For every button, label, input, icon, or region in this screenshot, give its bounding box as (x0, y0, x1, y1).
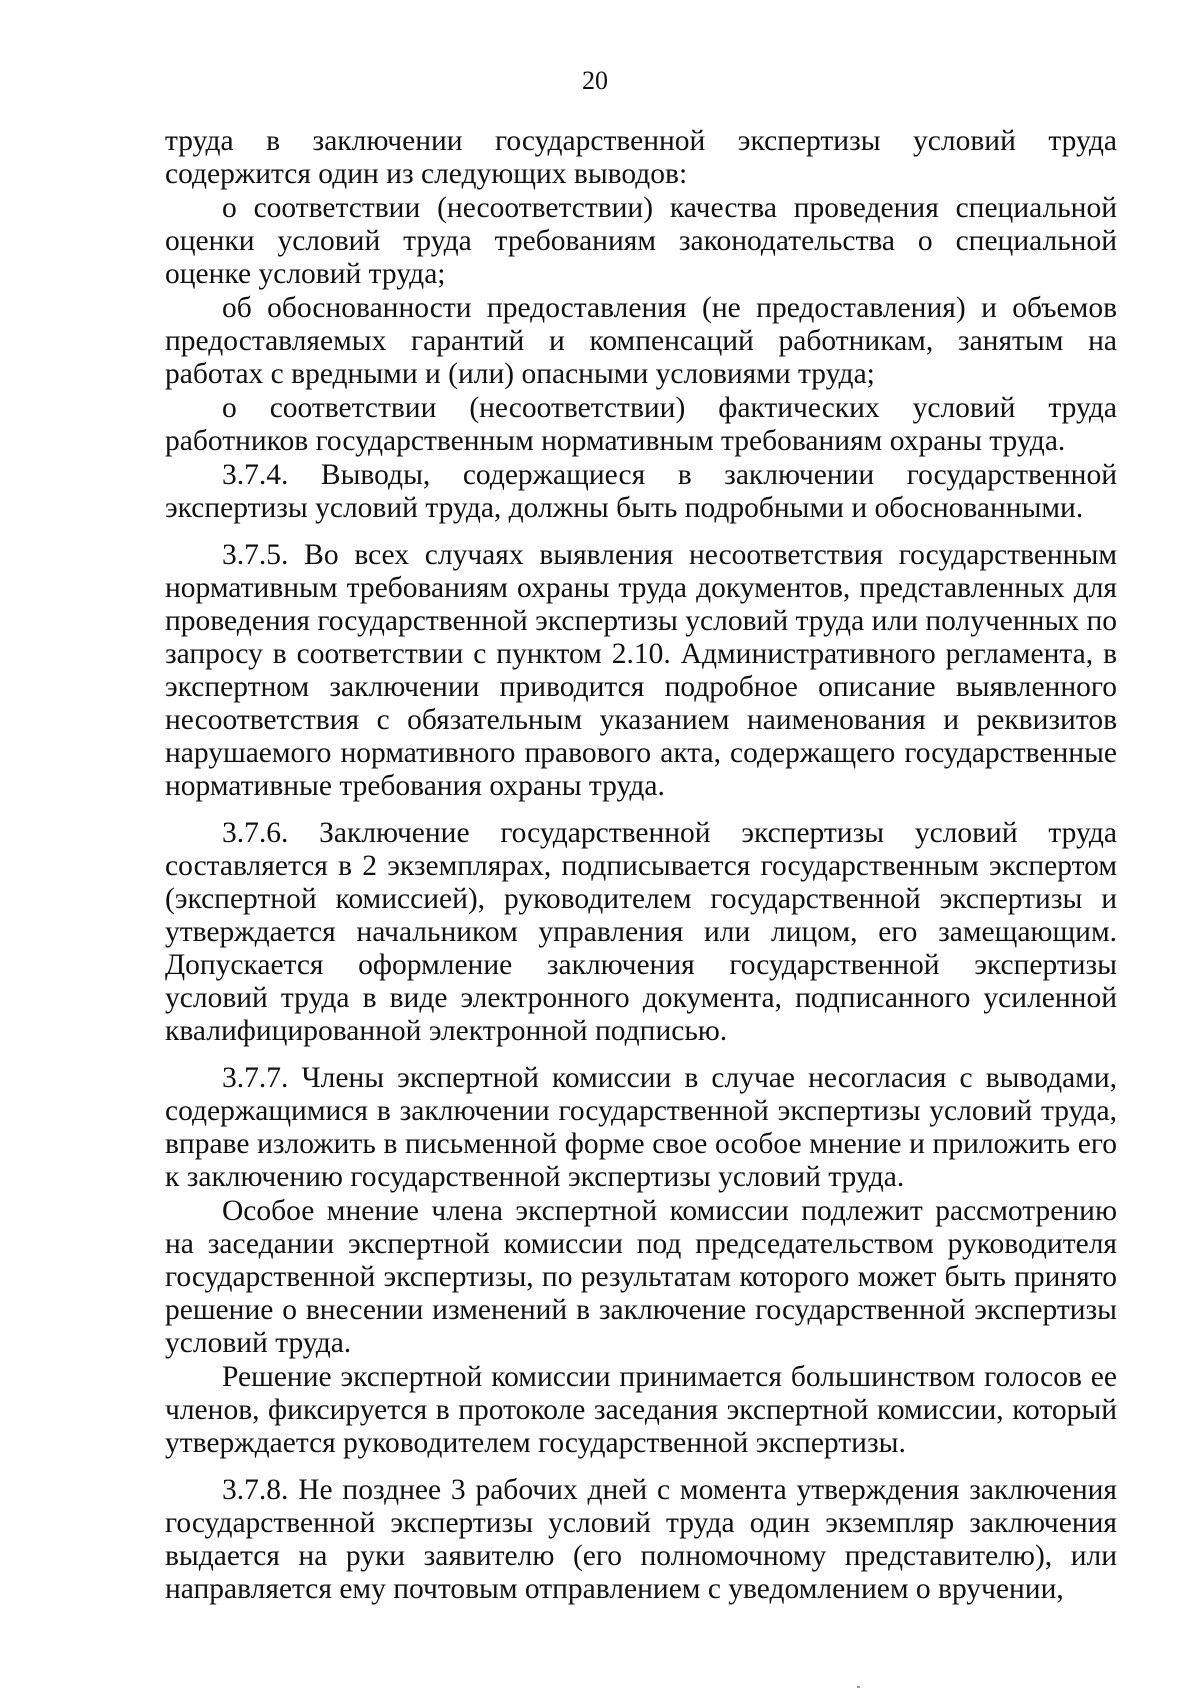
paragraph-3-7-4: 3.7.4. Выводы, содержащиеся в заключении государственной экспертизы условий труда, должны быть подробными и обоснованными. (165, 459, 1117, 524)
paragraph-conclusion-conditions: о соответствии (несоответствии) фактических условий труда работников государственным нормативным требованиям охраны труда. (165, 392, 1117, 457)
paragraph-special-opinion: Особое мнение члена экспертной комиссии подлежит рассмотрению на заседании экспертной комиссии под председательством руководителя государственной экспертизы, по результатам которого может быть принято решение о внесении изменений в заключение государственной экспертизы условий труда. (165, 1195, 1117, 1359)
paragraph-3-7-5: 3.7.5. Во всех случаях выявления несоответствия государственным нормативным требованиям охраны труда документов, представленных для проведения государственной экспертизы условий труда или полученных по запросу в соответствии с пунктом 2.10. Административного регламента, в экспертном заключении приводится подробное описание выявленного несоответствия с обязательным указанием наименования и реквизитов нарушаемого нормативного правового акта, содержащего государственные нормативные требования охраны труда. (165, 539, 1117, 802)
paragraph-3-7-7: 3.7.7. Члены экспертной комиссии в случае несогласия с выводами, содержащимися в заключении государственной экспертизы условий труда, вправе изложить в письменной форме свое особое мнение и приложить его к заключению государственной экспертизы условий труда. (165, 1062, 1117, 1193)
paragraph-conclusion-quality: о соответствии (несоответствии) качества проведения специальной оценки условий труда требованиям законодательства о специальной оценке условий труда; (165, 192, 1117, 290)
paragraph-3-7-6: 3.7.6. Заключение государственной экспертизы условий труда составляется в 2 экземплярах, подписывается государственным экспертом (экспертной комиссией), руководителем государственной экспертизы и утверждается начальником управления или лицом, его замещающим. Допускается оформление заключения государственной экспертизы условий труда в виде электронного документа, подписанного усиленной квалифицированной электронной подписью. (165, 817, 1117, 1047)
paragraph-commission-decision: Решение экспертной комиссии принимается большинством голосов ее членов, фиксируется в протоколе заседания экспертной комиссии, который утверждается руководителем государственной экспертизы. (165, 1361, 1117, 1459)
page-number: 20 (582, 66, 608, 95)
body-text (165, 125, 1117, 1606)
paragraph-3-7-8: 3.7.8. Не позднее 3 рабочих дней с момента утверждения заключения государственной экспертизы условий труда один экземпляр заключения выдается на руки заявителю (его полномочному представителю), или направляется ему почтовым отправлением с уведомлением о вручении, (165, 1474, 1117, 1605)
paragraph-conclusion-guarantees: об обоснованности предоставления (не предоставления) и объемов предоставляемых гарантий и компенсаций работникам, занятым на работах с вредными и (или) опасными условиями труда; (165, 292, 1117, 390)
paragraph-continuation: труда в заключении государственной экспертизы условий труда содержится один из следующих выводов: (165, 125, 1117, 190)
scan-artifact (857, 1686, 860, 1688)
